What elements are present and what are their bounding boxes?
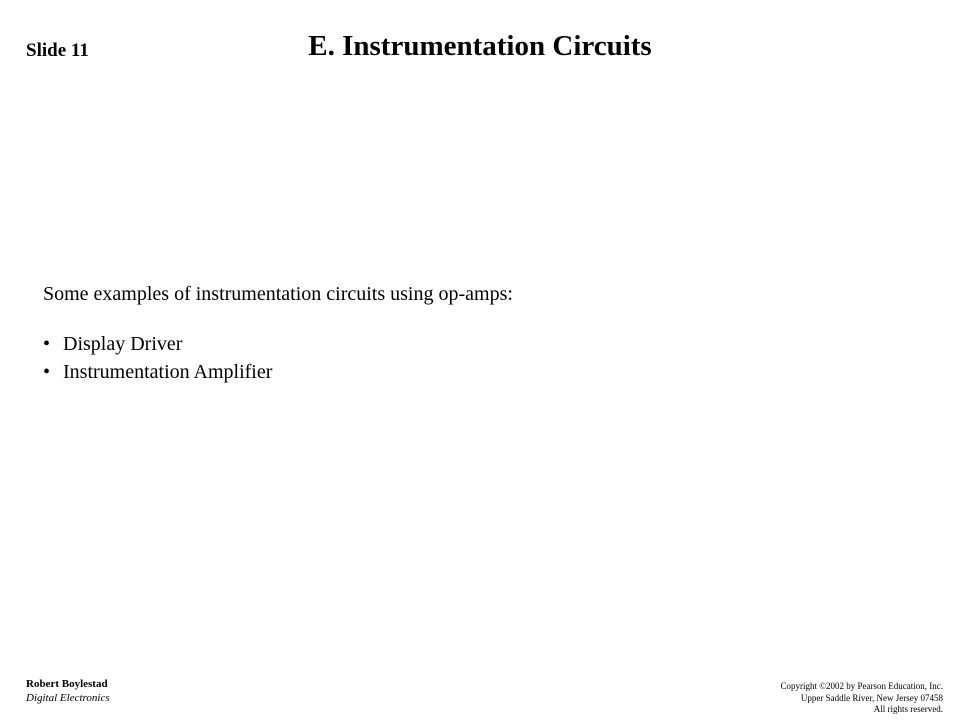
intro-text: Some examples of instrumentation circuits using op-amps:	[43, 283, 513, 305]
bullet-text: Display Driver	[63, 333, 183, 355]
copyright-notice	[780, 681, 943, 716]
bullet-list	[43, 330, 513, 386]
footer-attribution	[26, 678, 110, 706]
bullet-text: Instrumentation Amplifier	[63, 361, 273, 383]
copyright-line: All rights reserved.	[873, 704, 943, 715]
copyright-line: Copyright ©2002 by Pearson Education, Inc.	[780, 681, 943, 691]
book-title: Digital Electronics	[26, 691, 110, 704]
copyright-line: Upper Saddle River, New Jersey 07458	[800, 692, 943, 703]
slide-title: E. Instrumentation Circuits	[308, 30, 652, 62]
list-item	[43, 358, 513, 386]
author-name: Robert Boylestad	[26, 678, 108, 690]
slide-content	[43, 280, 513, 386]
list-item	[43, 330, 513, 358]
bullet-mark: •	[43, 333, 51, 355]
slide-number: Slide 11	[26, 40, 89, 61]
bullet-mark: •	[43, 361, 51, 383]
